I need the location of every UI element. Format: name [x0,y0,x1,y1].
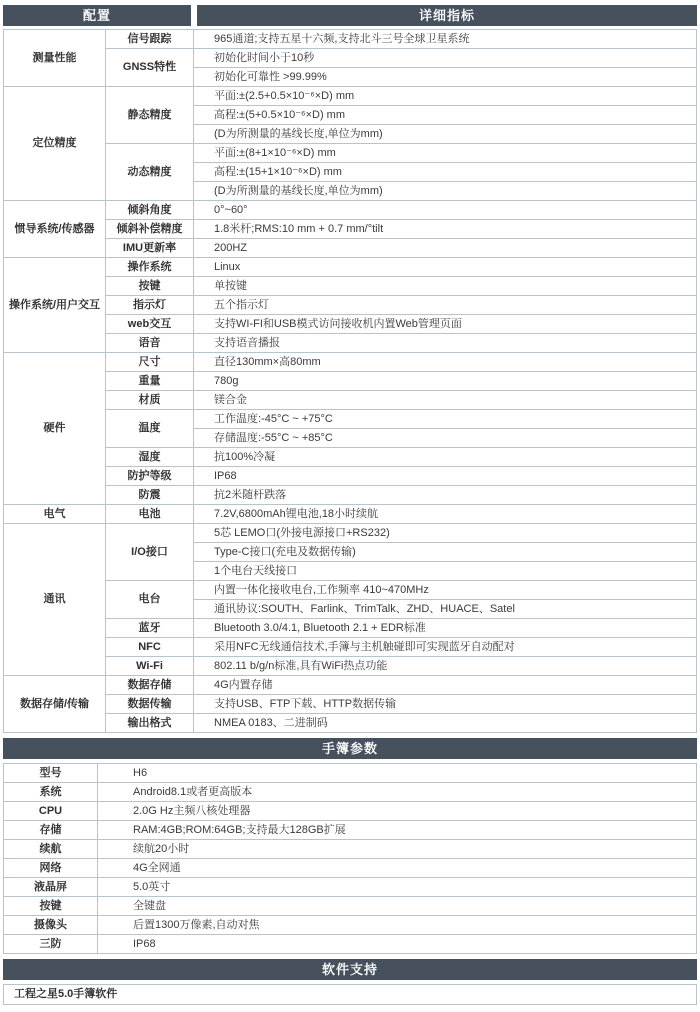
handheld-section-title: 手簿参数 [3,738,697,759]
spec-item-value: 初始化时间小于10秒 [194,49,697,68]
spec-item-value: 200HZ [194,239,697,258]
spec-row [4,315,697,334]
handheld-value: 5.0英寸 [98,878,697,897]
spec-item-value: Linux [194,258,697,277]
spec-item-value: 采用NFC无线通信技术,手簿与主机触碰即可实现蓝牙自动配对 [194,638,697,657]
handheld-row [4,916,697,935]
handheld-value: RAM:4GB;ROM:64GB;支持最大128GB扩展 [98,821,697,840]
spec-row [4,239,697,258]
handheld-value: 2.0G Hz主频八核处理器 [98,802,697,821]
spec-item-value: 4G内置存储 [194,676,697,695]
spec-row [4,353,697,372]
handheld-row [4,802,697,821]
category-cell: 测量性能 [4,30,106,87]
spec-item-value: 内置一体化接收电台,工作频率 410~470MHz [194,581,697,600]
spec-item-label: 尺寸 [106,353,194,372]
handheld-label: 续航 [4,840,98,859]
spec-item-label: Wi-Fi [106,657,194,676]
spec-item-value: 平面:±(8+1×10⁻⁶×D) mm [194,144,697,163]
spec-item-value: (D为所测量的基线长度,单位为mm) [194,182,697,201]
category-cell: 惯导系统/传感器 [4,201,106,258]
spec-item-label: NFC [106,638,194,657]
spec-row [4,676,697,695]
spec-table [3,29,697,733]
spec-item-label: IMU更新率 [106,239,194,258]
spec-row [4,714,697,733]
spec-item-value: 1个电台天线接口 [194,562,697,581]
software-item: 工程之星5.0手簿软件 [4,985,697,1005]
handheld-label: CPU [4,802,98,821]
handheld-table [3,763,697,954]
table-header [3,5,697,26]
spec-item-value: 镁合金 [194,391,697,410]
header-config-cell: 配置 [3,5,191,26]
handheld-label: 液晶屏 [4,878,98,897]
handheld-label: 型号 [4,764,98,783]
handheld-row [4,821,697,840]
spec-item-label: 电池 [106,505,194,524]
handheld-row [4,935,697,954]
software-row [4,985,697,1005]
spec-row [4,467,697,486]
spec-item-value: 存储温度:-55°C ~ +85°C [194,429,697,448]
handheld-value: 全键盘 [98,897,697,916]
spec-row [4,505,697,524]
handheld-row [4,859,697,878]
spec-item-value: (D为所测量的基线长度,单位为mm) [194,125,697,144]
spec-item-value: 抗2米随杆跌落 [194,486,697,505]
spec-item-value: 0°~60° [194,201,697,220]
spec-item-value: Type-C接口(充电及数据传输) [194,543,697,562]
handheld-label: 网络 [4,859,98,878]
spec-row [4,581,697,600]
spec-row [4,334,697,353]
spec-row [4,49,697,68]
spec-item-label: 语音 [106,334,194,353]
spec-item-label: 电台 [106,581,194,619]
spec-item-label: 倾斜补偿精度 [106,220,194,239]
spec-item-value: 支持语音播报 [194,334,697,353]
spec-item-label: web交互 [106,315,194,334]
spec-row [4,144,697,163]
spec-item-value: 1.8米杆;RMS:10 mm + 0.7 mm/°tilt [194,220,697,239]
handheld-row [4,878,697,897]
handheld-row [4,764,697,783]
spec-row [4,410,697,429]
spec-item-value: IP68 [194,467,697,486]
spec-item-value: 通讯协议:SOUTH、Farlink、TrimTalk、ZHD、HUACE、Satel [194,600,697,619]
spec-item-value: 工作温度:-45°C ~ +75°C [194,410,697,429]
spec-item-label: 防护等级 [106,467,194,486]
handheld-label: 存储 [4,821,98,840]
spec-item-value: 802.11 b/g/n标准,具有WiFi热点功能 [194,657,697,676]
spec-item-label: 蓝牙 [106,619,194,638]
handheld-label: 三防 [4,935,98,954]
spec-item-label: 静态精度 [106,87,194,144]
spec-row [4,372,697,391]
spec-item-label: 湿度 [106,448,194,467]
spec-item-label: 材质 [106,391,194,410]
spec-item-value: 五个指示灯 [194,296,697,315]
spec-item-label: 倾斜角度 [106,201,194,220]
spec-row [4,391,697,410]
spec-row [4,296,697,315]
spec-row [4,277,697,296]
header-detail-cell: 详细指标 [197,5,697,26]
handheld-label: 摄像头 [4,916,98,935]
spec-item-label: 操作系统 [106,258,194,277]
spec-item-value: Bluetooth 3.0/4.1, Bluetooth 2.1 + EDR标准 [194,619,697,638]
handheld-row [4,840,697,859]
handheld-value: IP68 [98,935,697,954]
handheld-value: 续航20小时 [98,840,697,859]
spec-row [4,201,697,220]
handheld-label: 按键 [4,897,98,916]
spec-row [4,258,697,277]
spec-item-value: 抗100%冷凝 [194,448,697,467]
handheld-value: 后置1300万像素,自动对焦 [98,916,697,935]
spec-item-value: 支持USB、FTP下载、HTTP数据传输 [194,695,697,714]
handheld-value: H6 [98,764,697,783]
software-section-title: 软件支持 [3,959,697,980]
spec-row [4,695,697,714]
spec-item-label: 温度 [106,410,194,448]
spec-item-value: NMEA 0183、二进制码 [194,714,697,733]
spec-item-value: 5芯 LEMO口(外接电源接口+RS232) [194,524,697,543]
spec-item-value: 平面:±(2.5+0.5×10⁻⁶×D) mm [194,87,697,106]
category-cell: 通讯 [4,524,106,676]
spec-item-label: 信号跟踪 [106,30,194,49]
handheld-value: Android8.1或者更高版本 [98,783,697,802]
spec-row [4,657,697,676]
spec-row [4,524,697,543]
spec-row [4,638,697,657]
spec-item-label: 数据存储 [106,676,194,695]
spec-row [4,87,697,106]
category-cell: 定位精度 [4,87,106,201]
handheld-value: 4G全网通 [98,859,697,878]
category-cell: 硬件 [4,353,106,505]
handheld-row [4,897,697,916]
spec-row [4,448,697,467]
spec-item-label: 按键 [106,277,194,296]
spec-item-value: 直径130mm×高80mm [194,353,697,372]
spec-item-label: 指示灯 [106,296,194,315]
spec-item-value: 支持WI-FI和USB模式访问接收机内置Web管理页面 [194,315,697,334]
spec-item-label: I/O接口 [106,524,194,581]
category-cell: 电气 [4,505,106,524]
spec-item-label: 动态精度 [106,144,194,201]
spec-item-value: 7.2V,6800mAh锂电池,18小时续航 [194,505,697,524]
spec-item-value: 965通道;支持五星十六频,支持北斗三号全球卫星系统 [194,30,697,49]
spec-item-label: 输出格式 [106,714,194,733]
software-table [3,984,697,1005]
spec-row [4,30,697,49]
spec-item-label: 重量 [106,372,194,391]
spec-item-value: 初始化可靠性 >99.99% [194,68,697,87]
spec-row [4,220,697,239]
spec-row [4,619,697,638]
spec-item-value: 高程:±(5+0.5×10⁻⁶×D) mm [194,106,697,125]
spec-item-label: GNSS特性 [106,49,194,87]
spec-item-label: 数据传输 [106,695,194,714]
spec-item-value: 高程:±(15+1×10⁻⁶×D) mm [194,163,697,182]
spec-item-value: 单按键 [194,277,697,296]
handheld-row [4,783,697,802]
spec-row [4,486,697,505]
category-cell: 数据存储/传输 [4,676,106,733]
spec-item-label: 防震 [106,486,194,505]
spec-item-value: 780g [194,372,697,391]
category-cell: 操作系统/用户交互 [4,258,106,353]
handheld-label: 系统 [4,783,98,802]
